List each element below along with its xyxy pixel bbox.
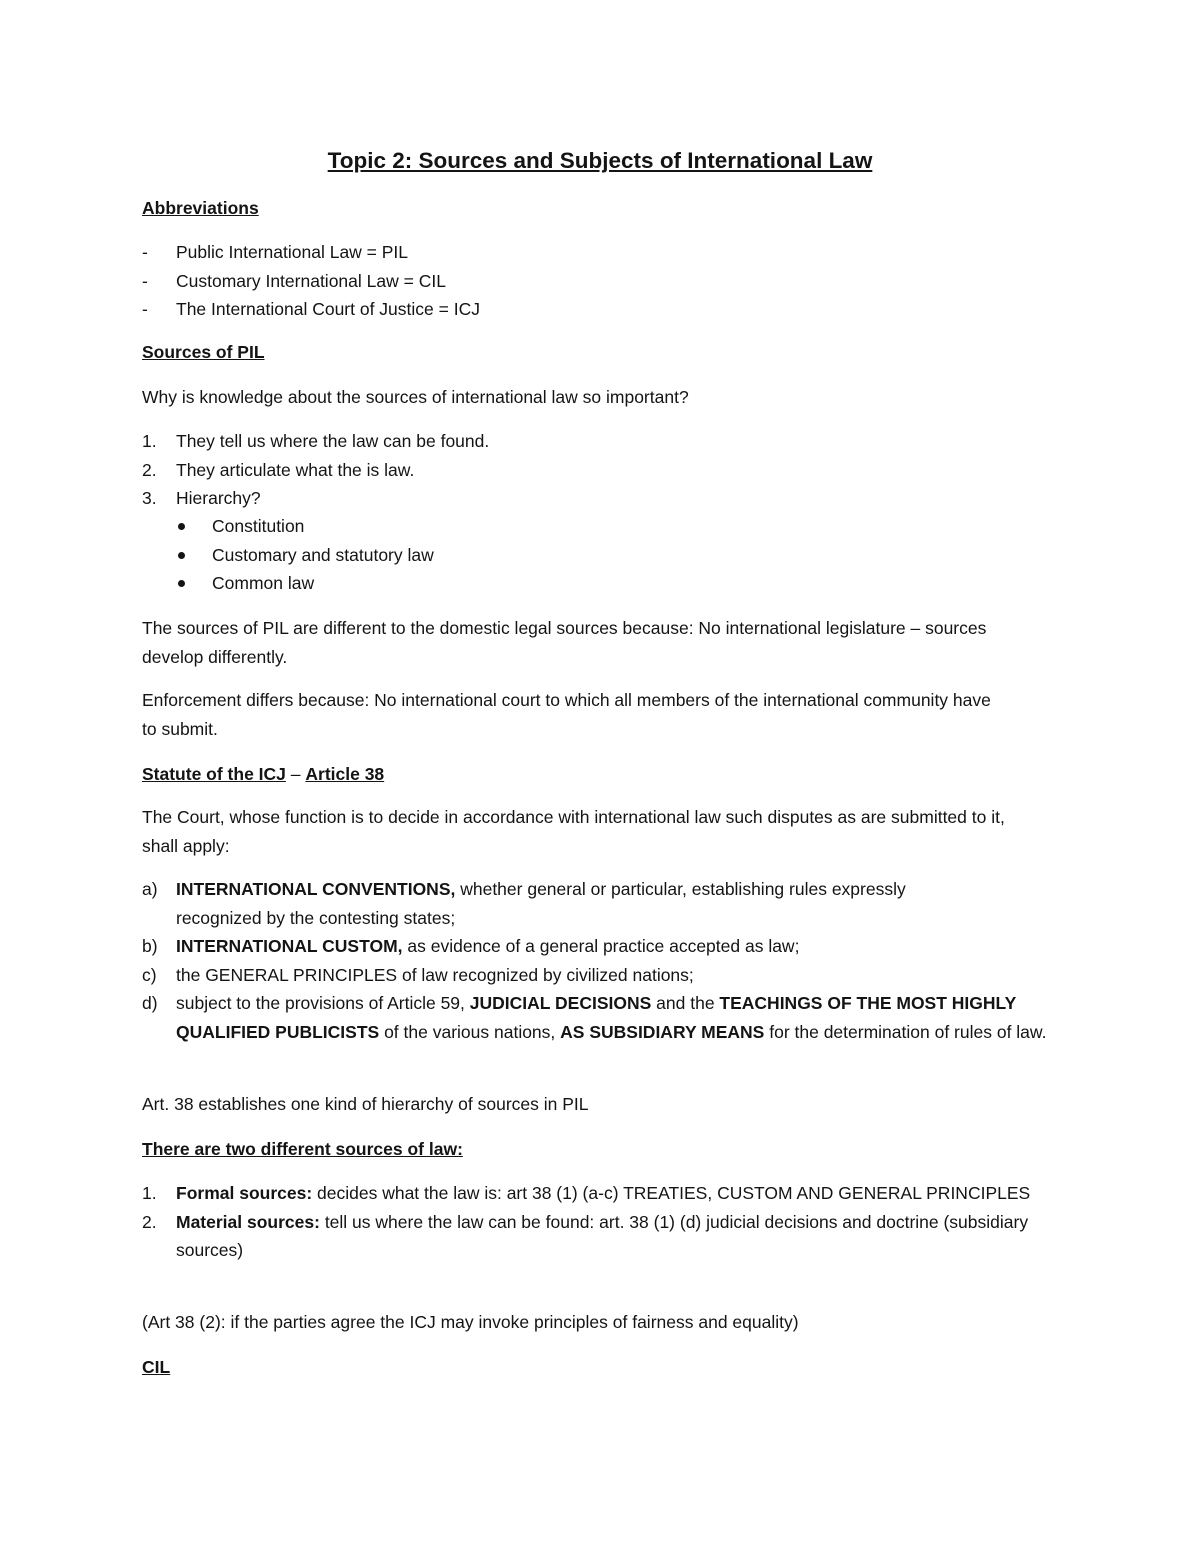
bullet-icon	[178, 580, 185, 587]
list-item: c) the GENERAL PRINCIPLES of law recognized by civilized nations;	[142, 964, 694, 985]
page-title: Topic 2: Sources and Subjects of International Law	[327, 148, 873, 173]
hierarchy-note: Art. 38 establishes one kind of hierarchy of sources in PIL	[142, 1094, 589, 1114]
cil-heading: CIL	[142, 1357, 171, 1377]
art38-2-note: (Art 38 (2): if the parties agree the ICJ may invoke principles of fairness and equality)	[142, 1312, 799, 1332]
abbreviations-heading: Abbreviations	[142, 198, 259, 218]
list-item: a) INTERNATIONAL CONVENTIONS, whether general or particular, establishing rules expressly recognized by the contesting states;	[142, 879, 906, 928]
list-item: 1. They tell us where the law can be found.	[142, 431, 490, 451]
two-sources-list	[142, 1179, 1042, 1265]
abbreviations-list	[142, 238, 1062, 324]
list-item: 2. They articulate what the is law.	[142, 459, 415, 480]
two-sources-heading: There are two different sources of law:	[142, 1139, 463, 1159]
list-item: - The International Court of Justice = ICJ	[142, 295, 1062, 324]
dash-marker: -	[142, 270, 148, 291]
statute-heading: Statute of the ICJ – Article 38	[142, 764, 385, 784]
article-38-list	[142, 875, 1072, 1046]
list-item: - Public International Law = PIL	[142, 238, 1062, 267]
reasons-list	[142, 427, 1062, 513]
list-item: 1. Formal sources: decides what the law is: art 38 (1) (a-c) TREATIES, CUSTOM AND GENERAL PRINCIPLES	[142, 1183, 1031, 1203]
sources-paragraph: The sources of PIL are different to the domestic legal sources because: No international legislature – sources develop differently.	[142, 618, 987, 667]
sources-question: Why is knowledge about the sources of international law so important?	[142, 387, 689, 407]
bullet-icon	[178, 523, 185, 530]
list-item: - Customary International Law = CIL	[142, 267, 1062, 296]
statute-intro: The Court, whose function is to decide in accordance with international law such disputes as are submitted to it, shall apply:	[142, 807, 1005, 856]
sources-heading: Sources of PIL	[142, 342, 265, 362]
hierarchy-list	[142, 512, 1062, 598]
bullet-icon	[178, 552, 185, 559]
list-item: 3. Hierarchy?	[142, 488, 261, 508]
dash-marker: -	[142, 242, 148, 262]
list-item: Constitution	[142, 512, 1062, 541]
list-item: b) INTERNATIONAL CUSTOM, as evidence of a general practice accepted as law;	[142, 936, 800, 956]
list-item: Customary and statutory law	[142, 541, 1062, 570]
list-item: Common law	[142, 569, 1062, 598]
enforcement-paragraph: Enforcement differs because: No international court to which all members of the international community have to submit.	[142, 690, 991, 739]
dash-marker: -	[142, 299, 148, 319]
list-item: 2. Material sources: tell us where the law can be found: art. 38 (1) (d) judicial decisions and doctrine (subsidiary sources)	[142, 1211, 1029, 1260]
list-item: d) subject to the provisions of Article 59, JUDICIAL DECISIONS and the TEACHINGS OF THE MOST HIGHLY QUALIFIED PUBLICISTS of the various nations, AS SUBSIDIARY MEANS for the determination of rules of law.	[142, 993, 1047, 1042]
